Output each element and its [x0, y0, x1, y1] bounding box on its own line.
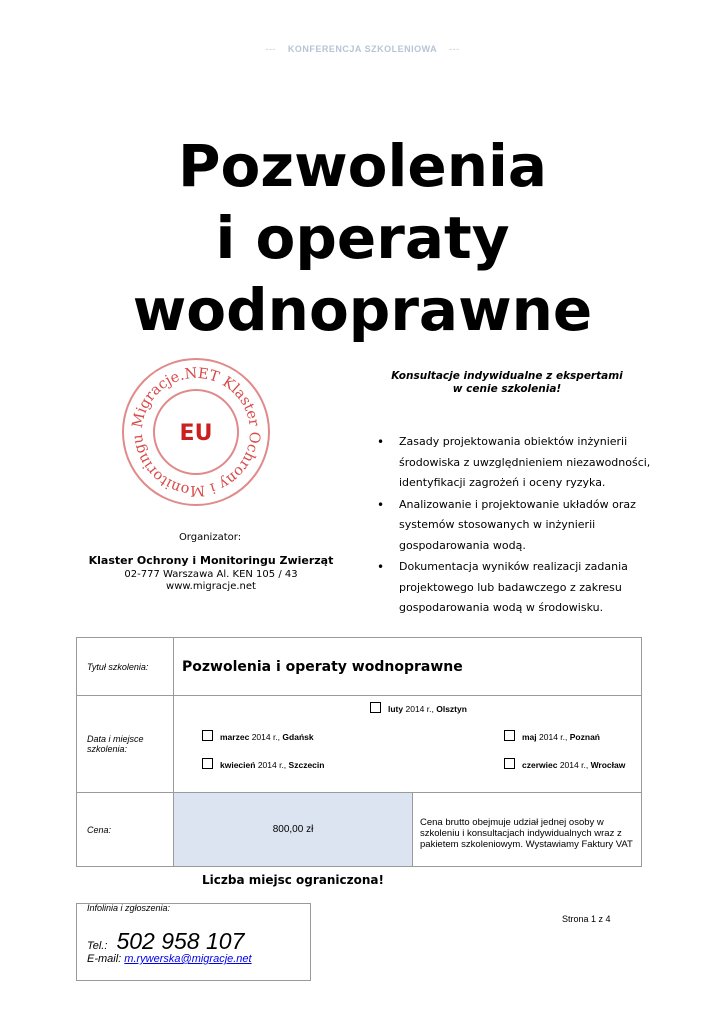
page-header	[0, 44, 725, 54]
date-option-maj[interactable]: maj 2014 r., Poznań	[504, 730, 600, 742]
checkbox-icon[interactable]	[504, 758, 515, 769]
main-title-line-2: i operaty	[215, 204, 510, 272]
main-title-line-1: Pozwolenia	[177, 132, 548, 200]
topic-item: • Dokumentacja wyników realizacji zadania projektowego lub badawczego z zakresu gospodarowania wodą w środowisku.	[377, 557, 667, 619]
table-row-dates	[77, 696, 642, 793]
page-number: Strona 1 z 4	[562, 914, 611, 924]
price-value: 800,00 zł	[174, 793, 413, 867]
organizer-address-block	[80, 569, 342, 593]
contact-phone	[87, 928, 244, 955]
header-dash-left: ---	[265, 44, 276, 54]
checkbox-icon[interactable]	[202, 758, 213, 769]
phone-number[interactable]: 502 958 107	[116, 928, 245, 954]
organizer-label: Organizator:	[178, 532, 242, 543]
main-title	[0, 130, 725, 346]
training-title-value: Pozwolenia i operaty wodnoprawne	[174, 638, 642, 696]
header-dash-right: ---	[449, 44, 460, 54]
organizer-logo	[120, 356, 272, 508]
table-row-title	[77, 638, 642, 696]
table-row-price	[77, 793, 642, 867]
consultation-line-1: Konsultacje indywidualne z ekspertami	[391, 370, 623, 382]
price-label: Cena:	[77, 793, 174, 867]
organizer-website: www.migracje.net	[166, 581, 256, 592]
limited-seats-note: Liczba miejsc ograniczona!	[202, 873, 384, 887]
phone-label: Tel.:	[87, 940, 108, 952]
checkbox-icon[interactable]	[370, 702, 381, 713]
topic-item: • Analizowanie i projektowanie układów oraz systemów stosowanych w inżynierii gospodarowania wodą.	[377, 495, 667, 557]
checkbox-icon[interactable]	[504, 730, 515, 741]
consultation-note	[362, 370, 652, 396]
organizer-name: Klaster Ochrony i Monitoringu Zwierząt	[88, 554, 334, 567]
main-title-line-3: wodnoprawne	[132, 276, 593, 344]
logo-center-text: EU	[179, 421, 213, 446]
date-option-kwiecien[interactable]: kwiecień 2014 r., Szczecin	[202, 758, 324, 770]
logo-ring-text: Migracje.NET Klaster Ochrony i Monitoringu	[129, 365, 263, 499]
date-option-czerwiec[interactable]: czerwiec 2014 r., Wrocław	[504, 758, 625, 770]
date-option-luty[interactable]: luty 2014 r., Olsztyn	[370, 702, 467, 714]
date-option-marzec[interactable]: marzec 2014 r., Gdańsk	[202, 730, 314, 742]
contact-label: Infolinia i zgłoszenia:	[87, 903, 171, 913]
contact-email	[87, 953, 252, 965]
email-label: E-mail:	[87, 953, 122, 965]
training-info-table	[76, 637, 642, 867]
topic-item: • Zasady projektowania obiektów inżynierii środowiska z uwzględnieniem niezawodności, identyfikacji zagrożeń i oceny ryzyka.	[377, 432, 667, 494]
dates-options	[174, 696, 642, 793]
checkbox-icon[interactable]	[202, 730, 213, 741]
topics-list	[377, 432, 667, 620]
price-note: Cena brutto obejmuje udział jednej osoby w szkoleniu i konsultacjach indywidualnych wraz z pakietem szkoleniowym. Wystawiamy Faktury VAT	[413, 793, 642, 867]
logo-seal-icon	[120, 356, 272, 508]
email-link[interactable]: m.rywerska@migracje.net	[124, 953, 252, 965]
organizer-address: 02-777 Warszawa Al. KEN 105 / 43	[124, 569, 298, 580]
header-title: KONFERENCJA SZKOLENIOWA	[287, 44, 438, 54]
dates-label: Data i miejsce szkolenia:	[77, 696, 174, 793]
consultation-line-2: w cenie szkolenia!	[452, 383, 562, 395]
training-title-label: Tytuł szkolenia:	[77, 638, 174, 696]
